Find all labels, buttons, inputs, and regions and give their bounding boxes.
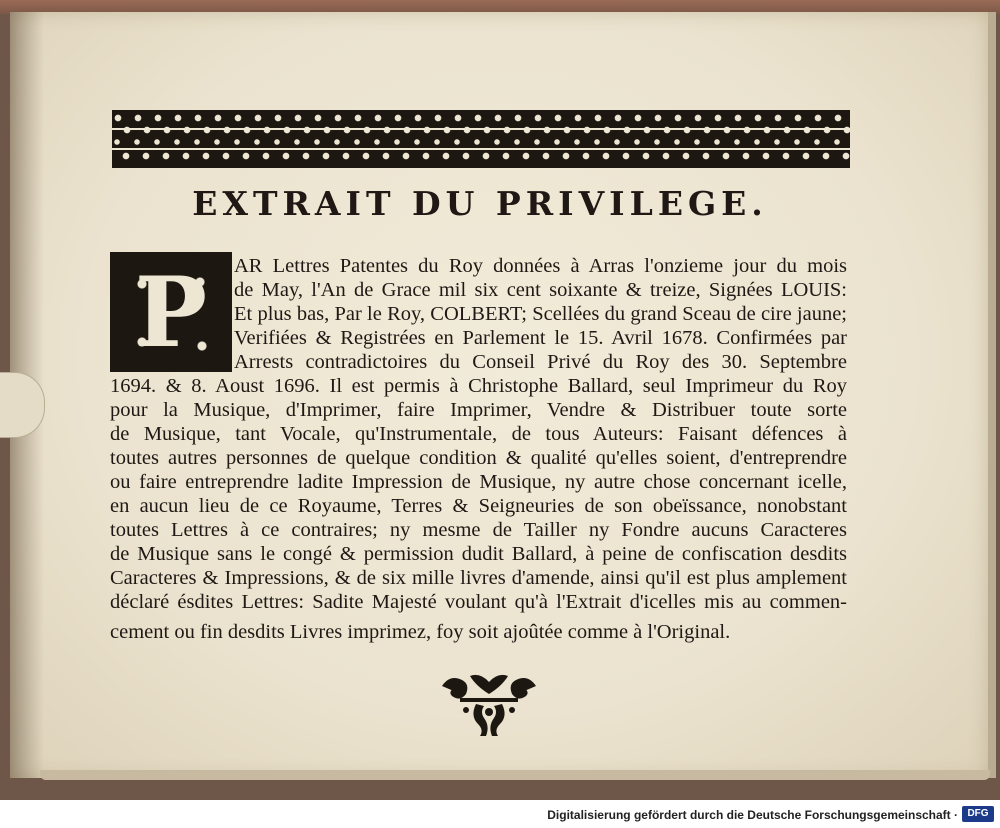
footer-bar — [0, 800, 1000, 828]
text-line: déclaré ésdites Lettres: Sadite Majesté voulant qu'à l'Extrait d'icelles mis au commen- — [110, 591, 847, 613]
dropcap-letter: P — [134, 255, 208, 369]
page-bottom-edge — [40, 770, 990, 780]
text-line: Caracteres & Impressions, & de six mille livres d'amende, ainsi qu'il est plus amplement — [110, 567, 847, 589]
text-line: de Musique, tant Vocale, qu'Instrumentale, de tous Auteurs: Faisant défences à — [110, 423, 847, 445]
decorated-initial — [110, 252, 232, 372]
dfg-logo: DFG — [962, 806, 994, 822]
text-line: cement ou fin desdits Livres imprimez, foy soit ajoûtée comme à l'Original. — [110, 621, 731, 643]
text-line: en aucun lieu de ce Royaume, Terres & Seigneuries de son obeïssance, nonobstant — [110, 495, 847, 517]
tailpiece-ornament — [440, 672, 538, 738]
page-title: EXTRAIT DU PRIVILEGE. — [192, 184, 768, 223]
text-line: de Musique sans le congé & permission dudit Ballard, à peine de confiscation desdits — [110, 543, 847, 565]
text-line: ou faire entreprendre ladite Impression de Musique, ny autre chose concernant icelle, — [110, 471, 847, 493]
text-line: Arrests contradictoires du Conseil Privé du Roy des 30. Septembre — [234, 351, 847, 373]
text-line: toutes Lettres à ce contraires; ny mesme de Tailler ny Fondre aucuns Caracteres — [110, 519, 847, 541]
text-line: de May, l'An de Grace mil six cent soixante & treize, Signées LOUIS: — [234, 279, 847, 301]
text-line: toutes autres personnes de quelque condition & qualité qu'elles soient, d'entreprendre — [110, 447, 847, 469]
text-line: AR Lettres Patentes du Roy données à Arras l'onzieme jour du mois — [234, 255, 847, 277]
funding-credit: Digitalisierung gefördert durch die Deutsche Forschungsgemeinschaft · — [547, 808, 958, 822]
text-line: pour la Musique, d'Imprimer, faire Imprimer, Vendre & Distribuer toute sorte — [110, 399, 847, 421]
text-line: Verifiées & Registrées en Parlement le 15. Avril 1678. Confirmées par — [234, 327, 847, 349]
ornamental-border-band — [112, 110, 850, 168]
text-line: Et plus bas, Par le Roy, COLBERT; Scellées du grand Sceau de cire jaune; — [234, 303, 847, 325]
text-line: 1694. & 8. Aoust 1696. Il est permis à Christophe Ballard, seul Imprimeur du Roy — [110, 375, 847, 397]
